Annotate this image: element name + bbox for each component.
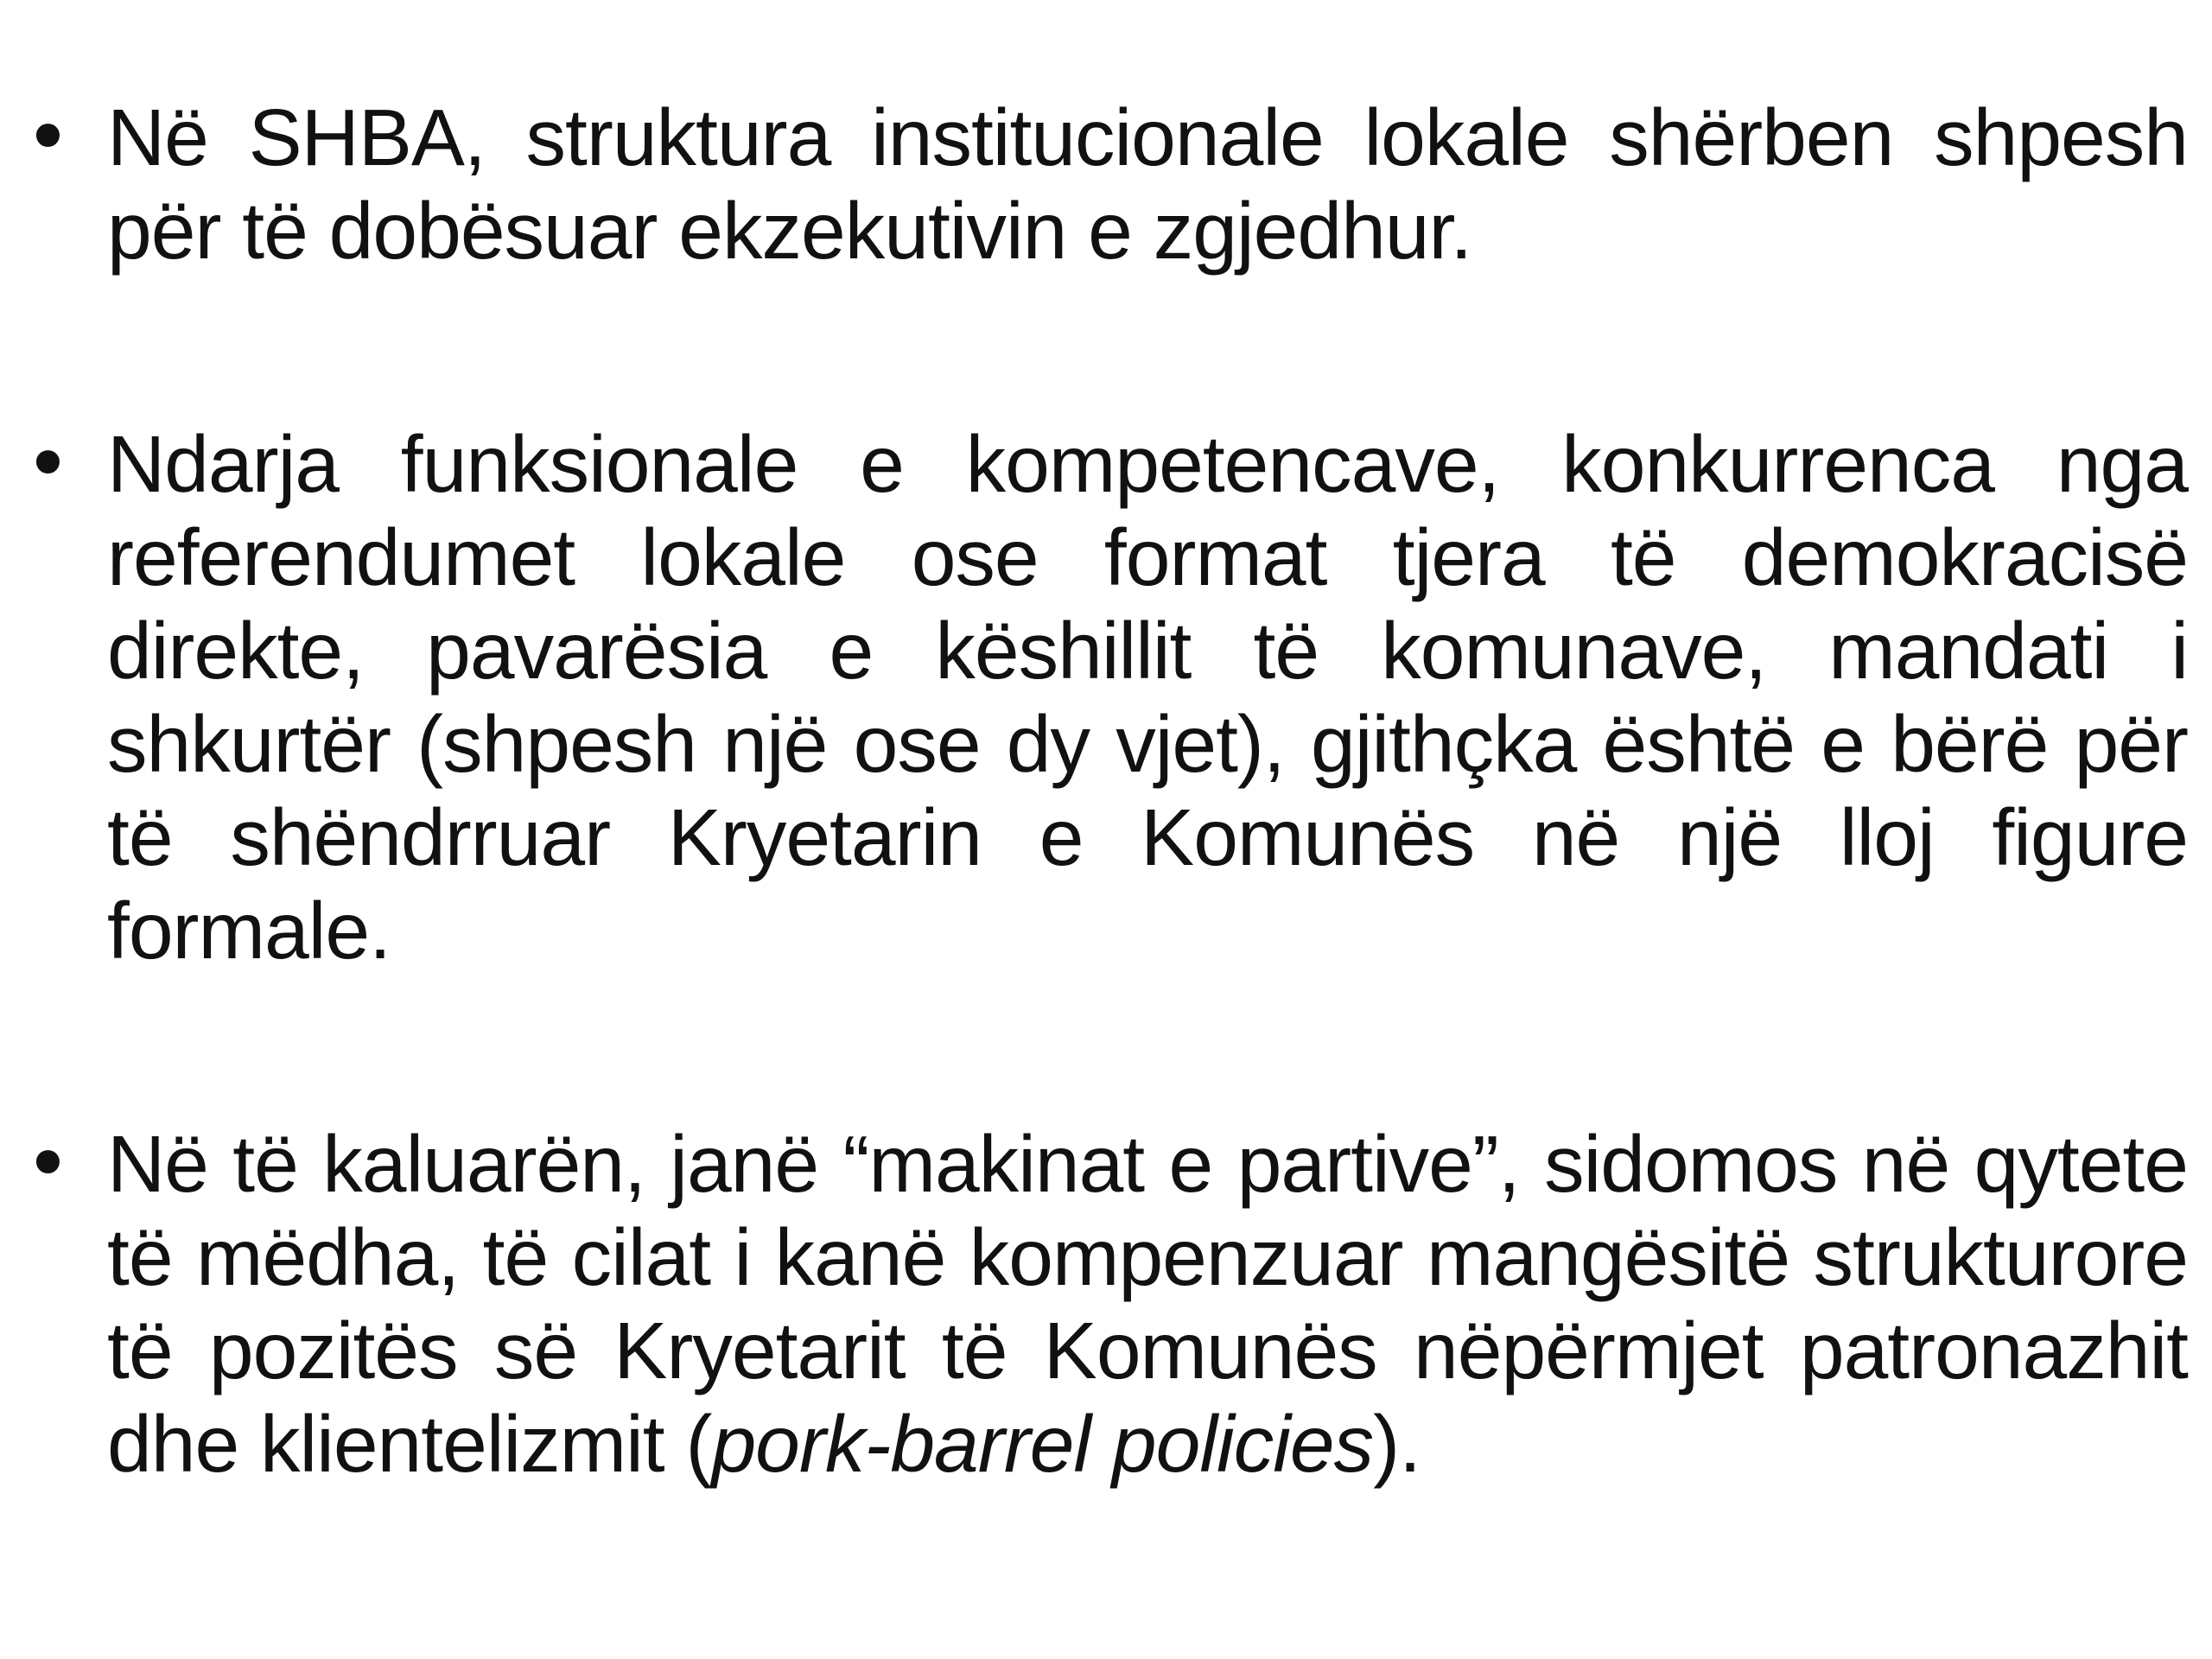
bullet-text-before: Në të kaluarën, janë “makinat e partive”, sidomos në qytete të mëdha, të cilat i kanë kompenzuar mangësitë strukturore të pozitës së Kryetarit të Komunës nëpërmjet patronazhit dhe klientelizmit (	[107, 1119, 2188, 1489]
bullet-symbol: •	[24, 417, 71, 511]
bullet-item-2	[0, 417, 2212, 977]
bullet-symbol: •	[24, 91, 71, 184]
bullet-list	[0, 91, 2212, 1491]
bullet-symbol: •	[24, 1117, 71, 1211]
bullet-text-after: ).	[1373, 1399, 1421, 1489]
bullet-text-italic: pork-barrel policies	[711, 1399, 1374, 1489]
bullet-item-1	[0, 91, 2212, 277]
bullet-text: Në SHBA, struktura institucionale lokale shërben shpesh për të dobësuar ekzekutivin e zgjedhur.	[107, 92, 2188, 276]
bullet-text: Ndarja funksionale e kompetencave, konkurrenca nga referendumet lokale ose format tjera të demokracisë direkte, pavarësia e këshillit të komunave, mandati i shkurtër (shpesh një ose dy vjet), gjithçka është e bërë për të shëndrruar Kryetarin e Komunës në një lloj figure formale.	[107, 419, 2188, 976]
bullet-item-3	[0, 1117, 2212, 1491]
